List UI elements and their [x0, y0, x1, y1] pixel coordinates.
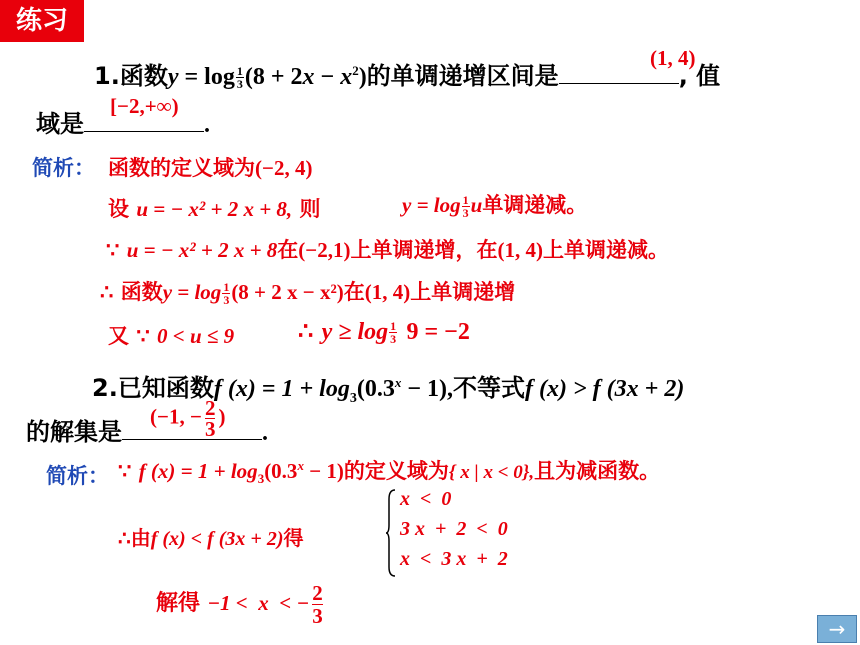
- s2-exp: x: [297, 458, 304, 473]
- question-1-line-1: [94, 56, 720, 91]
- q1-middle-text: 的单调递增区间是: [366, 62, 559, 90]
- s1-line4-therefore: ∴: [100, 280, 114, 304]
- s1-line2-base: [462, 194, 470, 219]
- s1-line5-because: ∵: [136, 324, 150, 348]
- s1-line5-end: 9 = −2: [406, 319, 470, 345]
- s1-line3-a: 在: [277, 238, 299, 262]
- q2-base: 3: [349, 390, 357, 406]
- s1-line2-a: 设: [108, 197, 129, 221]
- q1-answer-interval: (1, 4): [650, 46, 696, 70]
- s1-line4-base: [222, 281, 230, 306]
- s2-sol-frac: [312, 582, 323, 627]
- s2-func: f (x) = 1 + log: [138, 459, 258, 483]
- q2-answer-open: (−1, −: [150, 404, 202, 429]
- s1-line3-math: u = − x² + 2 x + 8: [126, 238, 278, 262]
- q2-answer-close: ): [218, 404, 226, 429]
- s2-system-row-3: x < 3 x + 2: [400, 548, 508, 570]
- s2-domain: { x | x < 0},: [448, 462, 535, 483]
- s1-line4-int: (1, 4): [364, 280, 411, 304]
- s2-system-row-2: 3 x + 2 < 0: [400, 518, 508, 540]
- s2-get: 得: [283, 526, 304, 550]
- q1-x2: x: [340, 64, 353, 90]
- practice-tag: 练习: [0, 0, 84, 42]
- s1-line3-b: 上单调递增，在: [350, 238, 498, 262]
- s1-line-2-right: [402, 189, 587, 219]
- s1-line1-text: 函数的定义域为: [108, 156, 255, 180]
- q1-base-den: 3: [236, 77, 243, 91]
- s1-line3-because: ∵: [106, 238, 120, 262]
- q1-comma-value: , 值: [678, 62, 721, 90]
- q2-arg: (0.3: [356, 376, 395, 402]
- s1-line1-math: (−2, 4): [255, 156, 313, 180]
- s2-solve: 解得: [156, 591, 201, 616]
- s2-therefore: ∴: [118, 528, 131, 550]
- q1-minus: −: [314, 64, 341, 90]
- s1-line2-y: y = log: [402, 193, 461, 217]
- q2-answer-den: 3: [204, 417, 216, 441]
- s2-text-b: 且为减函数。: [534, 459, 661, 483]
- s2-sol-den: 3: [312, 604, 323, 628]
- s1-line3-int2: (1, 4): [497, 238, 543, 262]
- s1-line4-c: 上单调递增: [410, 280, 516, 304]
- s1-line3-c: 上单调递减。: [543, 238, 669, 262]
- s1-line4-arg: (8 + 2 x − x²): [231, 280, 344, 304]
- q2-answer: [150, 398, 225, 439]
- q1-answer-range: [−2,+∞): [110, 94, 179, 118]
- q1-square: 2: [352, 63, 359, 78]
- solution-2-label: 简析：: [46, 464, 109, 488]
- s1-line5-res: y ≥ log: [321, 319, 389, 345]
- q1-x1: x: [302, 64, 315, 90]
- q1-arg-open: (8 + 2: [244, 64, 303, 90]
- s1-line4-func: y = log: [162, 280, 222, 304]
- s2-solution: [156, 582, 326, 627]
- s2-line-2: [118, 522, 304, 551]
- q1-eq: = log: [178, 64, 235, 90]
- s1-line4-base-den: 3: [223, 293, 230, 307]
- s1-line4-base-num: 1: [223, 280, 230, 294]
- q2-answer-frac: [205, 398, 216, 439]
- q1-base-num: 1: [236, 64, 243, 78]
- q2-line2-a: 的解集是: [26, 418, 122, 446]
- q2-ineq-text: 不等式: [453, 374, 525, 402]
- s2-arg: (0.3: [264, 459, 298, 483]
- s2-line-1: [118, 455, 660, 487]
- s1-line2-b: 则: [299, 197, 321, 221]
- s2-sol-num: 2: [312, 581, 323, 605]
- s1-line4-a: 函数: [120, 280, 163, 304]
- s2-sol-a: −1 < x < −: [207, 591, 310, 615]
- q1-log-base: [236, 65, 244, 90]
- s1-line-4: [100, 276, 515, 306]
- s2-because: ∵: [118, 459, 132, 483]
- system-brace: [386, 489, 396, 577]
- s2-base: 3: [257, 471, 265, 487]
- s1-line2-math: u = − x² + 2 x + 8,: [136, 197, 293, 221]
- q1-range-label: 域是: [36, 110, 84, 138]
- q2-answer-num: 2: [204, 396, 216, 420]
- s1-line-5-right: [298, 316, 470, 346]
- s2-by: 由: [130, 526, 151, 550]
- s2-system-row-1: x < 0: [400, 488, 452, 510]
- s1-line5-base: [389, 320, 397, 345]
- s1-line3-int1: (−2,1): [298, 238, 351, 262]
- s1-line4-b: 在: [343, 280, 365, 304]
- s1-line2-base-den: 3: [462, 206, 469, 220]
- s1-line5-math: 0 < u ≤ 9: [157, 324, 235, 348]
- s1-line2-base-num: 1: [462, 193, 469, 207]
- s2-text-a: 的定义域为: [343, 459, 449, 483]
- s1-line-1: [108, 152, 312, 182]
- q2-arg-end: − 1),: [401, 376, 453, 402]
- q1-arg-close: ): [358, 64, 367, 90]
- s1-line5-therefore: ∴: [298, 319, 314, 345]
- s1-line5-a: 又: [108, 324, 129, 348]
- q1-blank-1[interactable]: [559, 82, 679, 84]
- s1-line2-c: 单调递减。: [482, 193, 588, 217]
- q2-ineq: f (x) > f (3x + 2): [525, 376, 685, 402]
- q1-prefix: 1.函数: [94, 62, 168, 90]
- s1-line2-u: u: [470, 193, 483, 217]
- q2-prefix: 2.已知函数: [92, 374, 214, 402]
- s1-line5-base-den: 3: [390, 332, 397, 346]
- q1-func-y: y: [167, 64, 179, 90]
- q2-period: .: [262, 420, 268, 446]
- next-slide-button[interactable]: →: [817, 615, 857, 643]
- q1-period: .: [204, 112, 210, 138]
- s2-arg-end: − 1): [303, 459, 344, 483]
- s1-line5-base-num: 1: [390, 319, 397, 333]
- q1-blank-2[interactable]: [84, 130, 204, 132]
- solution-1-label: 简析：: [32, 156, 95, 180]
- s2-ineq: f (x) < f (3x + 2): [150, 528, 284, 550]
- q2-exp: x: [394, 375, 402, 390]
- question-2-line-2: [26, 412, 268, 447]
- q2-func: f (x) = 1 + log: [213, 376, 350, 402]
- s1-line-2: [108, 193, 320, 223]
- s1-line-5: [108, 320, 234, 350]
- s1-line-3: [106, 234, 669, 264]
